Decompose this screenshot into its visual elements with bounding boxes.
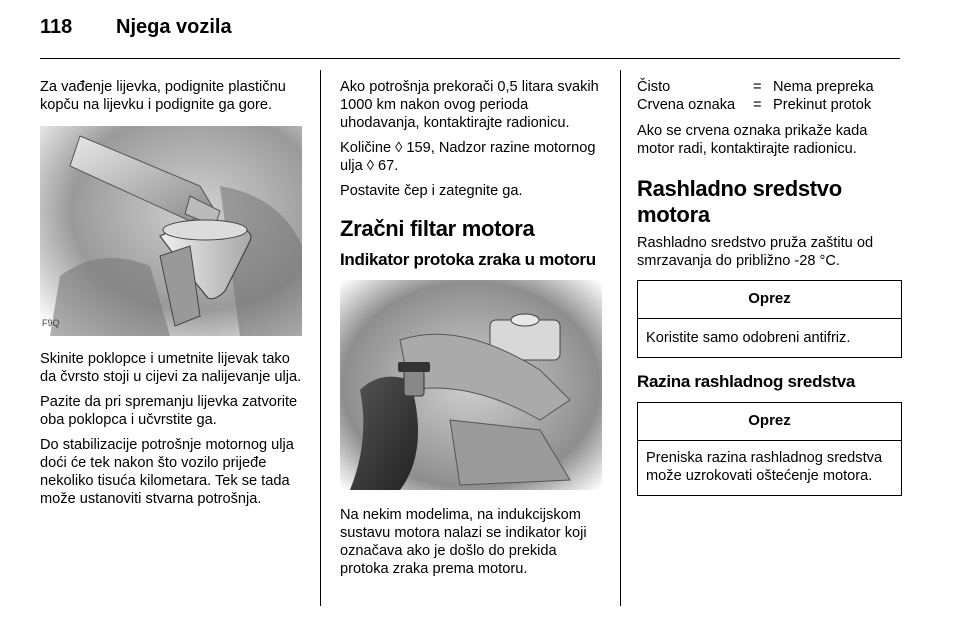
column-divider-1: [320, 70, 321, 606]
paragraph: Ako se crvena oznaka prikaže kada motor radi, kontaktirajte radionicu.: [637, 123, 868, 157]
legend-row: Crvena oznaka = Prekinut protok: [637, 97, 872, 113]
header-rule: [40, 58, 900, 59]
page-number: 118: [40, 16, 73, 38]
paragraph: Skinite poklopce i umetnite lijevak tako da čvrsto stoji u cijevi za nalijevanje ulja.: [40, 351, 302, 385]
section-heading: Rashladno sredstvo motora: [637, 176, 842, 227]
caution-box: [637, 280, 902, 358]
caution-title: Oprez: [638, 281, 901, 319]
subsection-heading: Indikator protoka zraka u motoru: [340, 250, 596, 269]
paragraph: Za vađenje lijevka, podignite plastičnu kopču na lijevku i podignite ga gore.: [40, 79, 286, 113]
paragraph: Postavite čep i zategnite ga.: [340, 183, 523, 199]
caution-body: Preniska razina rashladnog sredstva može uzrokovati oštećenje motora.: [646, 450, 883, 484]
funnel-illustration: [40, 126, 302, 336]
subsection-heading: Razina rashladnog sredstva: [637, 372, 855, 391]
paragraph: Pazite da pri spremanju lijevka zatvorite oba poklopca i učvrstite ga.: [40, 394, 298, 428]
caution-title: Oprez: [638, 403, 901, 441]
column-3: [637, 78, 902, 504]
caution-body: Koristite samo odobreni antifriz.: [646, 330, 851, 346]
paragraph: Količine ◊ 159, Nadzor razine motornog ulja ◊ 67.: [340, 140, 596, 174]
paragraph: Do stabilizacije potrošnje motornog ulja doći će tek nakon što vozilo prijeđe nekoliko tisuća kilometara. Tek se tada može ustanoviti stvarna potrošnja.: [40, 437, 294, 507]
column-2: [340, 78, 605, 585]
legend-row: Čisto = Nema prepreka: [637, 79, 874, 95]
figure-code: F9Q: [42, 318, 60, 328]
paragraph: Na nekim modelima, na indukcijskom sustavu motora nalazi se indikator koji označava ako je došlo do prekida protoka zraka prema motoru.: [340, 507, 587, 577]
legend: [637, 78, 902, 114]
paragraph: Ako potrošnja prekorači 0,5 litara svakih 1000 km nakon ovog perioda uhodavanja, kontaktirajte radionicu.: [340, 79, 599, 131]
section-heading: Zračni filtar motora: [340, 216, 535, 241]
paragraph: Rashladno sredstvo pruža zaštitu od smrzavanja do približno -28 °C.: [637, 235, 874, 269]
column-1: [40, 78, 302, 515]
engine-illustration: [340, 280, 602, 490]
page-title: Njega vozila: [116, 16, 232, 38]
column-divider-2: [620, 70, 621, 606]
caution-box: [637, 402, 902, 496]
